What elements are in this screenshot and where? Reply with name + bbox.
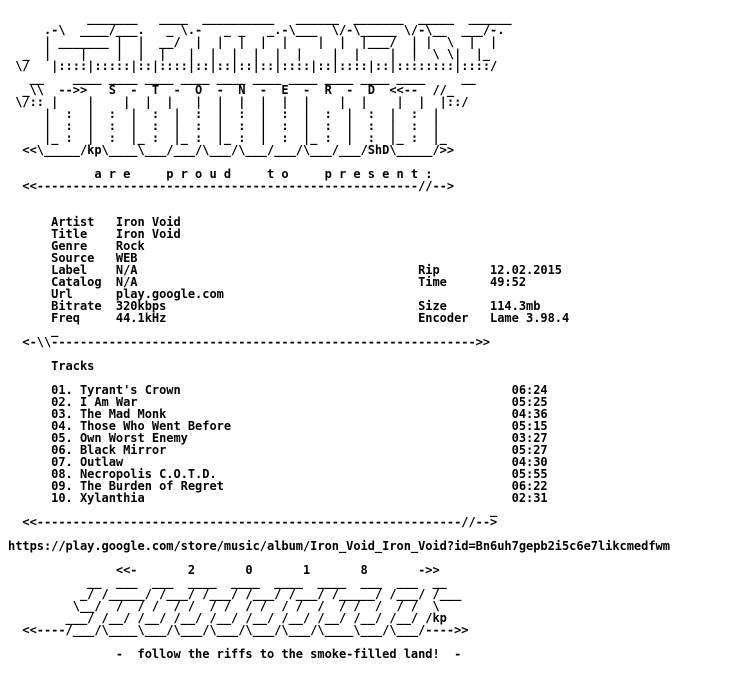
nfo-document bbox=[8, 0, 670, 660]
nfo-line bbox=[8, 192, 670, 204]
nfo-line: 06. Black Mirror 05:27 bbox=[8, 443, 548, 457]
nfo-line: Label N/A Rip 12.02.2015 bbox=[8, 263, 562, 277]
nfo-line: 03. The Mad Monk 04:36 bbox=[8, 407, 548, 421]
nfo-line: 09. The Burden of Regret 06:22 bbox=[8, 479, 548, 493]
nfo-line: Artist Iron Void bbox=[8, 215, 181, 229]
nfo-line: |_ : | : |_ : |_ : |_ : | : |_ : | : |_ : |_ bbox=[8, 131, 447, 145]
nfo-line: Genre Rock bbox=[8, 239, 145, 253]
nfo-line: \__/ / / / / / / / / / / / / / / / / / \ bbox=[8, 599, 440, 613]
nfo-line: <<\_____/kp\____\___/___/\___/\___/___/\___/___/ShD\_____/>> bbox=[8, 143, 455, 157]
nfo-line: <-\\----------------------------------------------------------->> bbox=[8, 335, 491, 349]
nfo-line: _ bbox=[8, 323, 59, 337]
nfo-line: <<-----------------------------------------------------------//--> bbox=[8, 515, 498, 529]
nfo-line: ___/ /__/ /__/ /__/ /__/ /__/ /__/ /__/ /__/ /__/ /kp bbox=[8, 611, 447, 625]
nfo-line: https://play.google.com/store/music/album/Iron_Void_Iron_Void?id=Bn6uh7gepb2i5c6e7likcmedfwm bbox=[8, 539, 670, 553]
nfo-line: __ ____ ____ ____ ____ ____ ____ ____ ____ ____ ____ __ bbox=[8, 71, 476, 85]
nfo-line: Catalog N/A Time 49:52 bbox=[8, 275, 527, 289]
nfo-line: Source WEB bbox=[8, 251, 138, 265]
nfo-line: a r e p r o u d t o p r e s e n t : bbox=[8, 167, 433, 181]
nfo-line: \/:: | | | | | | | | | | | | | | | |::/ bbox=[8, 95, 469, 109]
nfo-line: | : | : | : | : | : | : | : | : | : | bbox=[8, 119, 440, 133]
nfo-line: | _______ | | __/ | | | | | | | |___/ | | \ | | bbox=[8, 35, 498, 49]
nfo-line: | : | : | : | : | : | : | : | : | : | bbox=[8, 107, 440, 121]
nfo-line: 07. Outlaw 04:30 bbox=[8, 455, 548, 469]
nfo-line: _/ /_____/ /___/ /___/ /___/ /___/ /_____/ /___/ /___ bbox=[8, 587, 462, 601]
nfo-line bbox=[8, 348, 670, 360]
nfo-line: Freq 44.1kHz Encoder Lame 3.98.4 bbox=[8, 311, 570, 325]
nfo-line: 02. I Am War 05:25 bbox=[8, 395, 548, 409]
nfo-line: 01. Tyrant's Crown 06:24 bbox=[8, 383, 548, 397]
nfo-line: _______ ____ __________ ______ _______ _____ ______ bbox=[8, 11, 512, 25]
nfo-line: _ bbox=[8, 503, 498, 517]
nfo-line: Tracks bbox=[8, 359, 95, 373]
nfo-line: _\\ -->> S - T - O - N - E - R - D <<-- //_ bbox=[8, 83, 455, 97]
nfo-line: Bitrate 320kbps Size 114.3mb bbox=[8, 299, 541, 313]
nfo-line: _ | | | | | | | | | | | | | | | \ \| |_ bbox=[8, 47, 491, 61]
nfo-line: <<----/___/\____\___/\___/\___/\___/\___/\____\___/\___/---->> bbox=[8, 623, 469, 637]
nfo-line: Title Iron Void bbox=[8, 227, 181, 241]
nfo-line: 05. Own Worst Enemy 03:27 bbox=[8, 431, 548, 445]
nfo-line: __ ___ ___ ____ ____ ____ ____ ___ ___ __ bbox=[8, 575, 447, 589]
nfo-line: 10. Xylanthia 02:31 bbox=[8, 491, 548, 505]
nfo-line: <<- 2 0 1 8 ->> bbox=[8, 563, 440, 577]
nfo-line: 04. Those Who Went Before 05:15 bbox=[8, 419, 548, 433]
nfo-line: Url play.google.com bbox=[8, 287, 224, 301]
nfo-line: <<-----------------------------------------------------//--> bbox=[8, 179, 455, 193]
nfo-line: \/ |::::|:::::|::|::::|::|::|::|::|::::|::|::::|::|::::::::|::::/ bbox=[8, 59, 498, 73]
nfo-line: - follow the riffs to the smoke-filled land! - bbox=[8, 647, 462, 661]
nfo-line: .-\ ____/___. _ \.- _ _ _.-\___ \/-\_____ \/-\__ ___/-. bbox=[8, 23, 505, 37]
nfo-line: 08. Necropolis C.O.T.D. 05:55 bbox=[8, 467, 548, 481]
